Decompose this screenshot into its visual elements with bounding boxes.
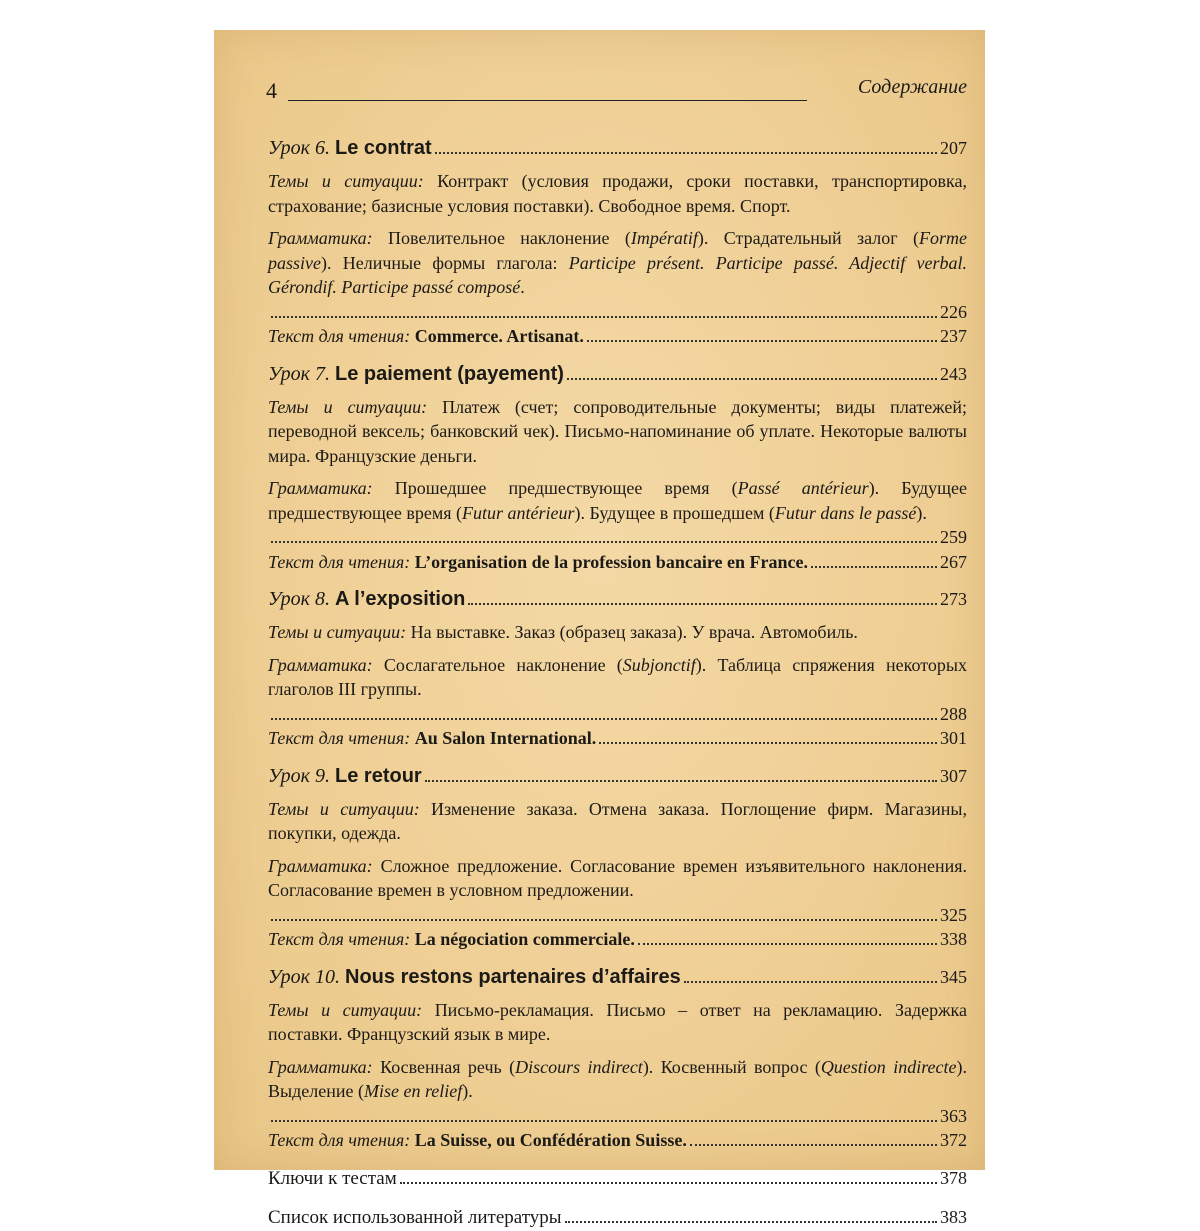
grammar-page-line [268, 300, 967, 325]
reading-entry: Текст для чтения: La Suisse, ou Confédération Suisse. 372 [268, 1128, 967, 1153]
grammar-entry: Грамматика: Сослагательное наклонение (Subjonctif). Таблица спряжения некоторых глаголов III группы. [268, 654, 967, 699]
leader-dots [587, 340, 937, 342]
page-ref: 273 [940, 589, 967, 609]
header-rule [288, 100, 807, 101]
grammar-page-line [268, 1104, 967, 1129]
leader-dots [271, 1120, 937, 1122]
entry-title: Ключи к тестам [268, 1167, 397, 1189]
entry-title: Список использованной литературы [268, 1206, 562, 1228]
page-ref: 383 [940, 1206, 967, 1227]
lesson-heading: Урок 8. A l’exposition 273 [268, 588, 967, 610]
toc-bibliography [268, 1204, 967, 1231]
page-ref: 207 [940, 138, 967, 158]
grammar-entry: Грамматика: Повелительное наклонение (Impératif). Страдательный залог (Forme passive). Неличные формы глагола: Participe présent. Participe passé. Adjectif verbal. Gérondif. Participe passé composé. [268, 228, 967, 297]
grammar-page-line [268, 702, 967, 727]
toc-lesson-8 [268, 586, 967, 751]
page-ref: 259 [940, 527, 967, 547]
toc-lesson-6 [268, 135, 967, 349]
grammar-entry: Грамматика: Косвенная речь (Discours indirect). Косвенный вопрос (Question indirecte). Выделение (Mise en relief). [268, 1056, 967, 1101]
page-ref: 237 [940, 326, 967, 346]
leader-dots [567, 378, 937, 380]
page-ref: 363 [940, 1105, 967, 1126]
leader-dots [468, 603, 937, 605]
grammar-page-line [268, 903, 967, 928]
leader-dots [400, 1182, 937, 1184]
leader-dots [638, 943, 937, 945]
running-title: Содержание [857, 76, 967, 98]
page-ref: 288 [940, 703, 967, 724]
reading-title: Commerce. Artisanat. [414, 326, 584, 346]
leader-dots [271, 919, 937, 921]
lesson-title: Nous restons partenaires d’affaires [345, 965, 681, 988]
page-ref: 226 [940, 301, 967, 322]
topics-entry: Темы и ситуации: Платеж (счет; сопроводительные документы; виды платежей; переводной вексель; банковский чек). Письмо-напоминание об уплате. Некоторые валюты мира. Французские деньги. [268, 396, 968, 466]
grammar-page-line [268, 525, 967, 550]
leader-dots [271, 541, 937, 543]
reading-title: La négociation commerciale. [414, 929, 635, 949]
toc-lesson-9 [268, 763, 967, 952]
reading-title: Au Salon International. [414, 728, 597, 748]
page-ref: 325 [940, 904, 967, 925]
lesson-heading: Урок 6. Le contrat 207 [268, 137, 967, 159]
page-ref: 267 [940, 551, 967, 572]
reading-entry: Текст для чтения: La négociation commerciale. 338 [268, 927, 967, 952]
leader-dots [684, 981, 937, 983]
page-ref: 372 [940, 1130, 967, 1150]
reading-title: La Suisse, ou Confédération Suisse. [414, 1130, 687, 1150]
grammar-entry: Грамматика: Прошедшее предшествующее время (Passé antérieur). Будущее предшествующее время (Futur antérieur). Будущее в прошедшем (Futur dans le passé). [268, 478, 968, 523]
toc-lesson-10 [268, 964, 967, 1153]
reading-entry: Текст для чтения: Au Salon International. 301 [268, 726, 967, 751]
leader-dots [811, 566, 937, 568]
lesson-title: Le contrat [335, 137, 432, 159]
leader-dots [271, 316, 937, 318]
leader-dots [425, 780, 937, 782]
page-ref: 338 [940, 929, 967, 949]
lesson-title: Le retour [335, 764, 422, 787]
leader-dots [565, 1221, 937, 1223]
topics-entry: Темы и ситуации: Изменение заказа. Отмена заказа. Поглощение фирм. Магазины, покупки, одежда. [268, 798, 968, 843]
book-page [214, 30, 985, 1228]
topics-entry: Темы и ситуации: На выставке. Заказ (образец заказа). У врача. Автомобиль. [268, 622, 858, 642]
leader-dots [690, 1144, 937, 1146]
page-ref: 345 [940, 966, 967, 987]
toc-lesson-7 [268, 361, 967, 575]
page-number: 4 [266, 78, 277, 103]
reading-entry: Текст для чтения: Commerce. Artisanat. 237 [268, 324, 967, 349]
toc-answer-keys [268, 1165, 967, 1192]
leader-dots [599, 742, 937, 744]
lesson-heading: Урок 7. Le paiement (payement) 243 [268, 362, 967, 385]
page-header [266, 76, 967, 102]
grammar-entry: Грамматика: Сложное предложение. Согласование времен изъявительного наклонения. Согласование времен в условном предложении. [268, 855, 967, 900]
topics-entry: Темы и ситуации: Письмо-рекламация. Письмо – ответ на рекламацию. Задержка поставки. Французский язык в мире. [268, 999, 968, 1044]
page-ref: 307 [940, 765, 967, 786]
table-of-contents [268, 135, 967, 1231]
lesson-heading: Урок 9. Le retour 307 [268, 764, 967, 787]
page-ref: 378 [940, 1167, 967, 1188]
reading-entry: Текст для чтения: L’organisation de la profession bancaire en France. 267 [268, 550, 967, 575]
page-ref: 301 [940, 728, 967, 748]
reading-title: L’organisation de la profession bancaire en France. [414, 551, 808, 572]
lesson-title: A l’exposition [335, 588, 466, 610]
leader-dots [271, 718, 937, 720]
lesson-heading: Урок 10. Nous restons partenaires d’affaires 345 [268, 965, 967, 988]
page-ref: 243 [940, 363, 967, 384]
topics-entry: Темы и ситуации: Контракт (условия продажи, сроки поставки, транспортировка, страхование; базисные условия поставки). Свободное время. Спорт. [268, 171, 968, 216]
leader-dots [435, 152, 937, 154]
lesson-title: Le paiement (payement) [335, 362, 564, 385]
